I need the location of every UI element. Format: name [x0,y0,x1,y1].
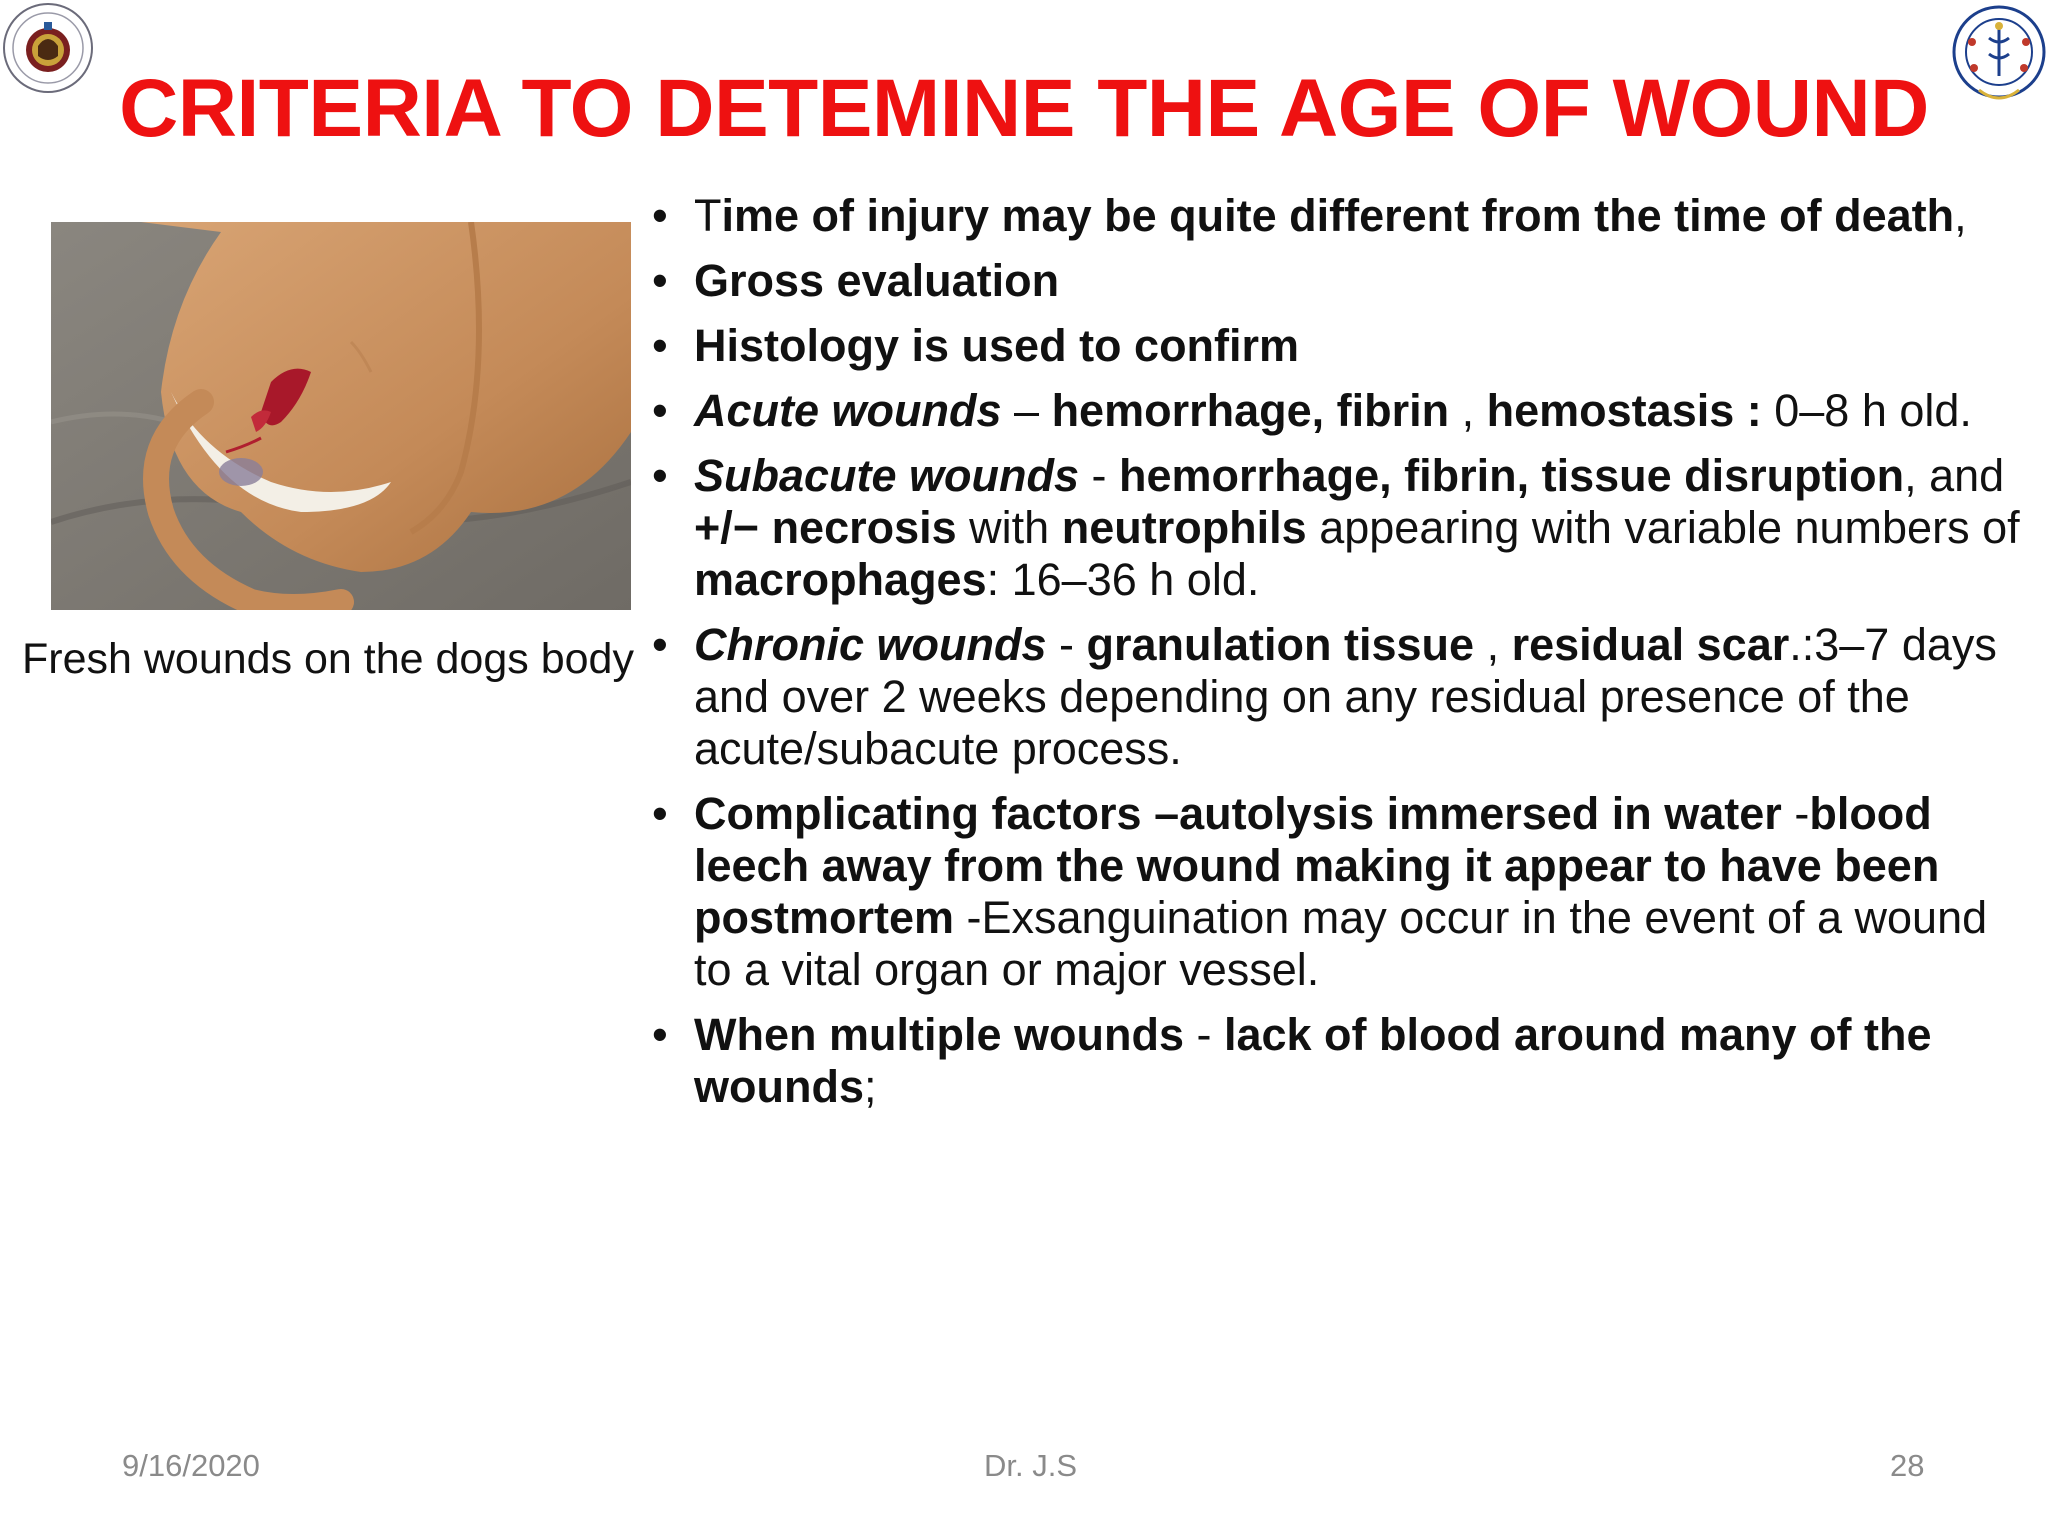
bullet-text-run: hemorrhage, fibrin, tissue disruption [1119,450,1905,501]
footer-date: 9/16/2020 [122,1448,260,1483]
bullet-text-run: – [1001,385,1052,436]
bullet-text-run: ; [863,1061,877,1112]
bullet-text-run: .:3–7 days and over 2 weeks depending on any residual presence of the acute/subacute process. [694,619,1997,774]
bullet-text-run: , and [1904,450,2005,501]
bullet-text-run: Acute wounds [694,385,1002,436]
bullet-text-run: - [1079,450,1120,501]
bullet-text-run: Subacute wounds [694,450,1080,501]
footer-page-number: 28 [1890,1448,1925,1483]
bullet-item [652,385,2032,437]
bullet-text-run: - [1046,619,1087,670]
bullet-text-run: macrophages [694,554,987,605]
bullet-item [652,450,2032,606]
bullet-item [652,190,2032,242]
bullet-text-run: T [694,190,722,241]
bullet-text-run: -Exsanguination may occur in the event of a wound to a vital organ or major vessel. [694,892,1988,995]
image-caption: Fresh wounds on the dogs body [22,635,634,683]
bullet-text-run: Complicating factors –autolysis immersed in water [694,788,1795,839]
bullet-text-run: Histology is used to confirm [694,320,1300,371]
bullet-text-run: Gross evaluation [694,255,1060,306]
dog-wound-photo [51,222,631,610]
bullet-text-run: 0–8 h old. [1761,385,1972,436]
bullet-text-run: neutrophils [1061,502,1307,553]
slide-title: CRITERIA TO DETEMINE THE AGE OF WOUND [119,63,1929,154]
bullet-text-run: Chronic wounds [694,619,1047,670]
bullet-text-run: : 16–36 h old. [986,554,1260,605]
bullet-text-run: When multiple wounds [694,1009,1184,1060]
bullet-item [652,788,2032,996]
bullet-item [652,619,2032,775]
bullet-text-run: , [1954,190,1967,241]
bullet-text-run: +/− necrosis [694,502,957,553]
bullet-item [652,320,2032,372]
bullet-item [652,255,2032,307]
bullet-text-run: residual scar [1511,619,1790,670]
bullet-list [652,190,2032,1126]
footer-author: Dr. J.S [984,1448,1078,1483]
bullet-text-run: appearing with variable numbers of [1306,502,2020,553]
bullet-text-run: ime of injury may be quite different from the time of death [721,190,1955,241]
bullet-text-run: lack of blood around many of the wounds [694,1009,1932,1112]
bullet-text-run: with [956,502,1062,553]
bullet-text-run: blood leech away from the wound making it appear to have been postmortem [694,788,1940,943]
bullet-text-run: , [1449,385,1487,436]
bullet-text-run: - [1183,1009,1224,1060]
bullet-text-run: hemorrhage, fibrin [1051,385,1450,436]
bullet-text-run: - [1794,788,1810,839]
bullet-text-run: , [1474,619,1512,670]
bullet-item [652,1009,2032,1113]
bullet-text-run: hemostasis : [1486,385,1762,436]
bullet-text-run: granulation tissue [1086,619,1475,670]
